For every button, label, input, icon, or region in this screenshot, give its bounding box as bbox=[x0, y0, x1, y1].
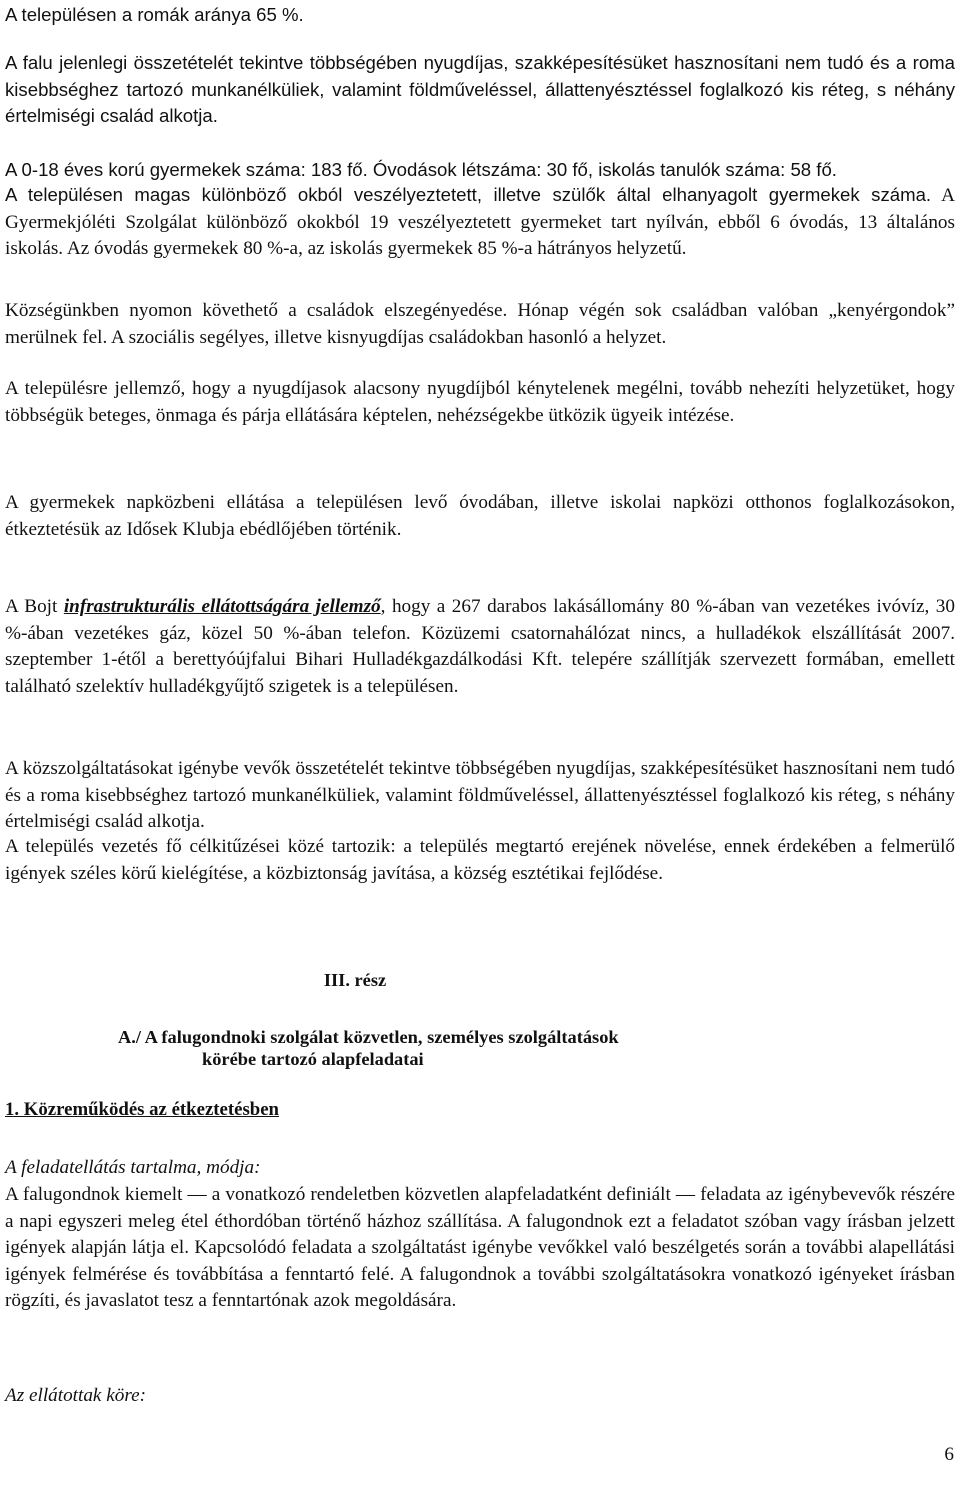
label-task-content: A feladatellátás tartalma, módja: bbox=[5, 1157, 261, 1178]
paragraph-daytime-care: A gyermekek napközbeni ellátása a településen levő óvodában, illetve iskolai napközi otthonos foglalkozásokon, étkeztetésük az Idősek Klubja ebédlőjében történik. bbox=[5, 492, 955, 540]
paragraph-roma-ratio: A településen a romák aránya 65 %. bbox=[5, 4, 304, 25]
paragraph-pensioners: A településre jellemző, hogy a nyugdíjasok alacsony nyugdíjból kénytelenek megélni, tovább nehezíti helyzetüket, hogy többségük beteges, önmaga és párja ellátására képtelen, nehézségekbe ütközik ügyeik intézése. bbox=[5, 378, 955, 426]
subsection-heading: 1. Közreműködés az étkeztetésben bbox=[5, 1099, 280, 1120]
infrastructure-emphasis: infrastrukturális ellátottságára jellemző bbox=[63, 596, 381, 617]
paragraph-public-services: A közszolgáltatásokat igénybe vevők összetételét tekintve többségében nyugdíjas, szakképesítésüket hasznosítani nem tudó és a roma kisebbséghez tartozó munkanélküliek, valamint földműveléssel, állattenyésztéssel foglalkozó kis réteg, s néhány értelmiségi család alkotja. bbox=[5, 758, 955, 832]
part-title: III. rész bbox=[323, 970, 387, 990]
paragraph-impoverishment: Községünkben nyomon követhető a családok elszegényedése. Hónap végén sok családban valóban „kenyérgondok” merülnek fel. A szociális segélyes, illetve kisnyugdíjas családokban hasonló a helyzet. bbox=[5, 300, 955, 348]
paragraph-goals: A település vezetés fő célkitűzései közé tartozik: a település megtartó erejének növelése, ennek érdekében a felmerülő igények széles körű kielégítése, a közbiztonság javítása, a község esztétikai fejlődése. bbox=[5, 836, 955, 884]
section-title-line-2: körébe tartozó alapfeladatai bbox=[202, 1049, 424, 1069]
paragraph-infrastructure bbox=[5, 594, 955, 700]
infrastructure-lead: A Bojt bbox=[5, 596, 64, 617]
paragraph-children-count: A 0-18 éves korú gyermekek száma: 183 fő. Óvodások létszáma: 30 fő, iskolás tanulók száma: 58 fő. bbox=[5, 159, 837, 180]
endangered-children-sentence: A településen magas különböző okból veszélyeztetett, illetve szülők által elhanyagolt gyermekek száma. bbox=[5, 184, 932, 205]
paragraph-meal-delivery: A falugondnok kiemelt — a vonatkozó rendeletben közvetlen alapfeladatként definiált — feladata az igénybevevők részére a napi egyszeri meleg étel éthordóban történő házhoz szállítása. A falugondnok ezt a feladatot szóban vagy írásban jelzett igények alapján látja el. Kapcsolódó feladata a szolgáltatást igénybe vevőkkel való beszélgetés során a további alapellátási igények felmérése és továbbítása a fenntartó felé. A falugondnok a további szolgáltatásokra vonatkozó igényeket írásban rögzíti, és javaslatot tesz a fenntartónak azok megoldására. bbox=[5, 1184, 955, 1311]
paragraph-village-composition: A falu jelenlegi összetételét tekintve többségében nyugdíjas, szakképesítésüket hasznosítani nem tudó és a roma kisebbséghez tartozó munkanélküliek, valamint földműveléssel, állattenyésztéssel foglalkozó kis réteg, s néhány értelmiségi család alkotja. bbox=[5, 52, 955, 126]
paragraph-endangered-children bbox=[5, 182, 955, 263]
infrastructure-body: , hogy a 267 darabos lakásállomány 80 %-ában van vezetékes ivóvíz, 30 %-ában vezetékes gáz, közel 50 %-ában telefon. Közüzemi csatornahálózat nincs, a hulladékok elszállítását 2007. szeptember 1-étől a berettyóújfalui Bihari Hulladékgazdálkodási Kft. telepére szállítják szervezett formában, emellett található szelektív hulladékgyűjtő szigetek is a településen. bbox=[5, 596, 955, 697]
page-number: 6 bbox=[944, 1444, 954, 1465]
child-welfare-sentence: A Gyermekjóléti Szolgálat különböző okokból 19 veszélyeztetett gyermeket tart nyílván, ebből 6 óvodás, 13 általános iskolás. Az óvodás gyermekek 80 %-a, az iskolás gyermekek 85 %-a hátrányos helyzetű. bbox=[5, 185, 955, 259]
label-clients: Az ellátottak köre: bbox=[5, 1385, 147, 1406]
section-title-line-1: A./ A falugondnoki szolgálat közvetlen, személyes szolgáltatások bbox=[118, 1027, 619, 1047]
